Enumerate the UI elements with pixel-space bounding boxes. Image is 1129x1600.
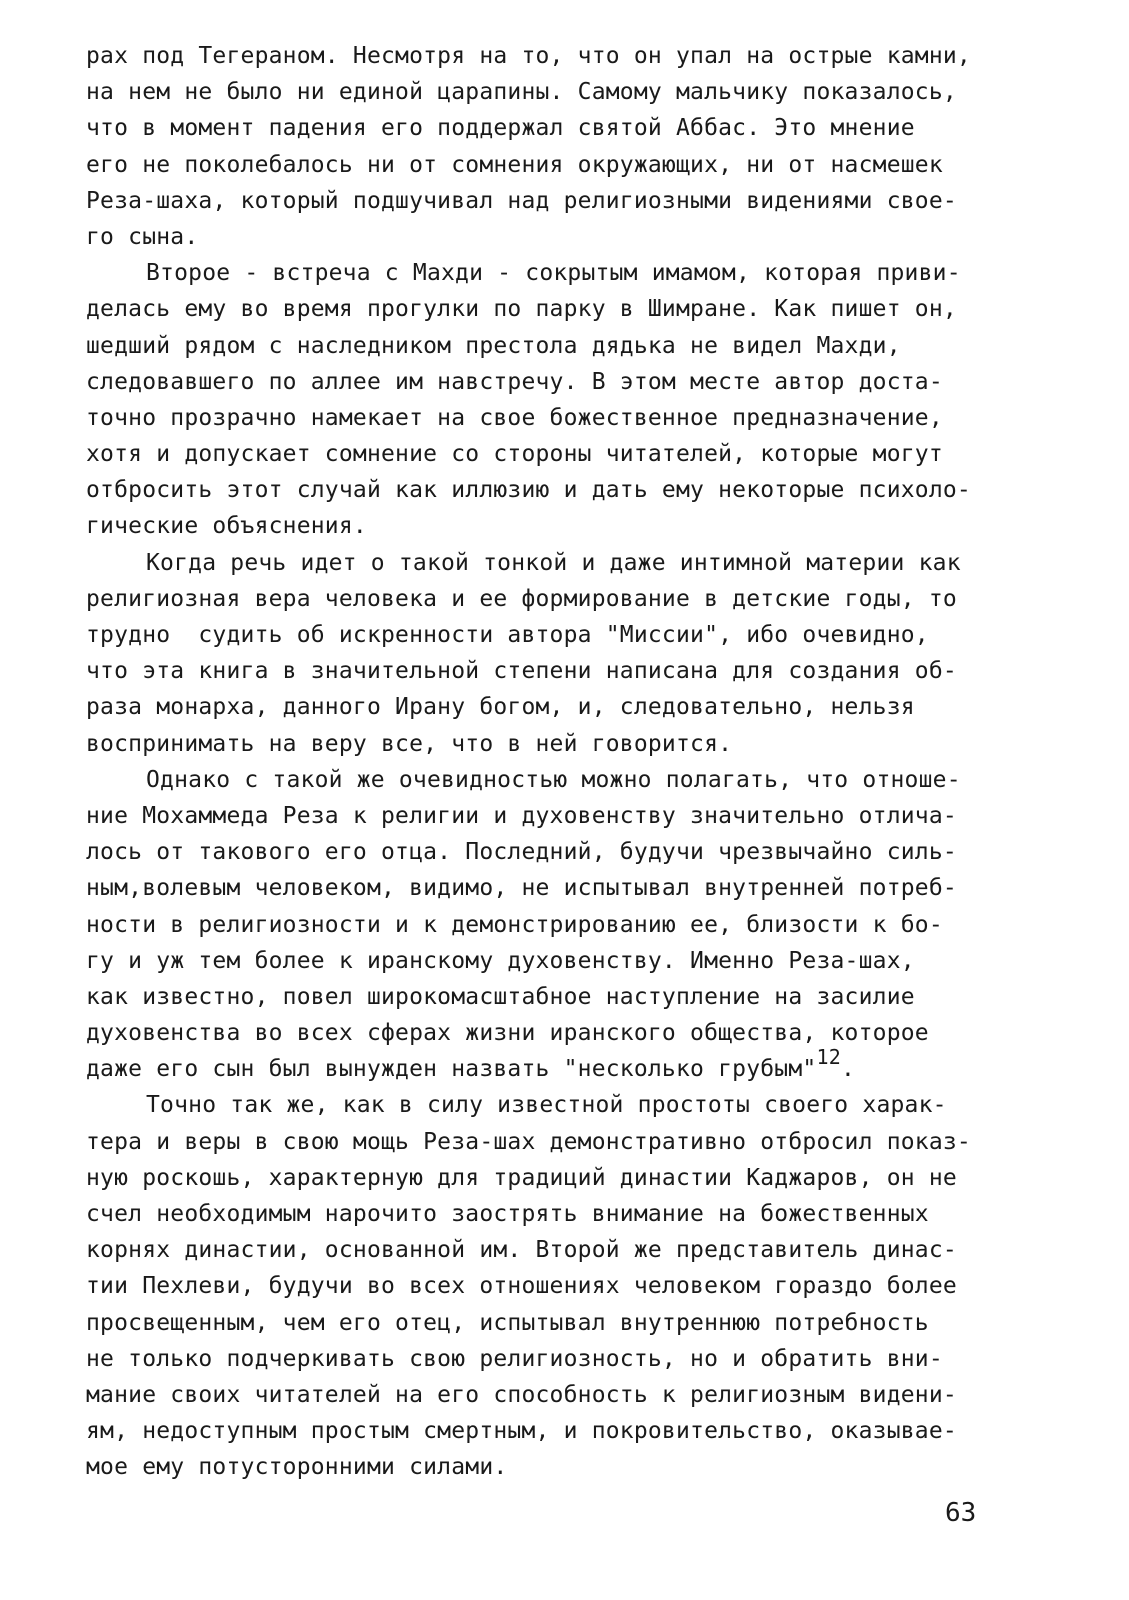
text-line-with-footnote bbox=[86, 1045, 1046, 1087]
text-line: тера и веры в свою мощь Реза-шах демонстративно отбросил показ- bbox=[86, 1128, 971, 1155]
text-line: ям, недоступным простым смертным, и покровительство, оказывае- bbox=[86, 1418, 957, 1445]
text-segment: . bbox=[840, 1056, 855, 1083]
text-line: лось от такового его отца. Последний, будучи чрезвычайно силь- bbox=[86, 839, 957, 866]
text-line: Точно так же, как в силу известной простоты своего харак- bbox=[146, 1092, 947, 1119]
page-number: 63 bbox=[945, 1498, 977, 1528]
text-line: Второе - встреча с Махди - сокрытым имамом, которая приви- bbox=[146, 260, 961, 287]
text-line: его не поколебалось ни от сомнения окружающих, ни от насмешек bbox=[86, 151, 943, 178]
text-line: что эта книга в значительной степени написана для создания об- bbox=[86, 658, 957, 685]
text-line: счел необходимым нарочито заострять внимание на божественных bbox=[86, 1201, 929, 1227]
text-line: точно прозрачно намекает на свое божественное предназначение, bbox=[86, 404, 943, 431]
text-line: Реза-шаха, который подшучивал над религиозными видениями свое- bbox=[86, 187, 957, 214]
text-line: раза монарха, данного Ирану богом, и, следовательно, нельзя bbox=[86, 694, 915, 721]
text-line: отбросить этот случай как иллюзию и дать ему некоторые психоло- bbox=[86, 477, 971, 504]
text-line: ние Мохаммеда Реза к религии и духовенству значительно отлича- bbox=[86, 802, 957, 829]
text-line: Когда речь идет о такой тонкой и даже интимной материи как bbox=[146, 549, 961, 576]
text-line: делась ему во время прогулки по парку в Шимране. Как пишет он, bbox=[86, 296, 957, 323]
text-line: следовавшего по аллее им навстречу. В этом месте автор доста- bbox=[86, 368, 943, 395]
text-line: трудно судить об искренности автора "Миссии", ибо очевидно, bbox=[86, 622, 929, 648]
text-line: не только подчеркивать свою религиозность, но и обратить вни- bbox=[86, 1345, 943, 1372]
text-line: гические объяснения. bbox=[86, 513, 367, 540]
text-line: Однако с такой же очевидностью можно полагать, что отноше- bbox=[146, 766, 961, 793]
text-line: религиозная вера человека и ее формирование в детские годы, то bbox=[86, 585, 957, 612]
text-line: рах под Тегераном. Несмотря на то, что он упал на острые камни, bbox=[86, 43, 971, 69]
text-line: мание своих читателей на его способность к религиозным видени- bbox=[86, 1381, 957, 1408]
text-line: го сына. bbox=[86, 223, 199, 250]
text-line: корнях династии, основанной им. Второй же представитель динас- bbox=[86, 1237, 957, 1264]
text-line: духовенства во всех сферах жизни иранского общества, которое bbox=[86, 1020, 929, 1047]
text-line: мое ему потусторонними силами. bbox=[86, 1454, 508, 1481]
text-line: хотя и допускает сомнение со стороны читателей, которые могут bbox=[86, 441, 943, 468]
text-segment: даже его сын был вынужден назвать "несколько грубым" bbox=[86, 1056, 817, 1083]
text-line: как известно, повел широкомасштабное наступление на засилие bbox=[86, 983, 915, 1010]
text-line: просвещенным, чем его отец, испытывал внутреннюю потребность bbox=[86, 1309, 929, 1336]
text-line: воспринимать на веру все, что в ней говорится. bbox=[86, 730, 733, 757]
footnote-reference: 12 bbox=[816, 1045, 841, 1070]
text-line: ным,волевым человеком, видимо, не испытывал внутренней потреб- bbox=[86, 875, 957, 902]
body-text bbox=[86, 38, 1046, 1486]
text-line: что в момент падения его поддержал святой Аббас. Это мнение bbox=[86, 115, 915, 142]
text-line: тии Пехлеви, будучи во всех отношениях человеком гораздо более bbox=[86, 1273, 957, 1300]
text-line: ности в религиозности и к демонстрированию ее, близости к бо- bbox=[86, 911, 943, 938]
text-line: гу и уж тем более к иранскому духовенству. Именно Реза-шах, bbox=[86, 947, 915, 974]
text-line: шедший рядом с наследником престола дядька не видел Махди, bbox=[86, 332, 901, 359]
text-line: на нем не было ни единой царапины. Самому мальчику показалось, bbox=[86, 79, 957, 106]
text-line: ную роскошь, характерную для традиций династии Каджаров, он не bbox=[86, 1164, 957, 1191]
